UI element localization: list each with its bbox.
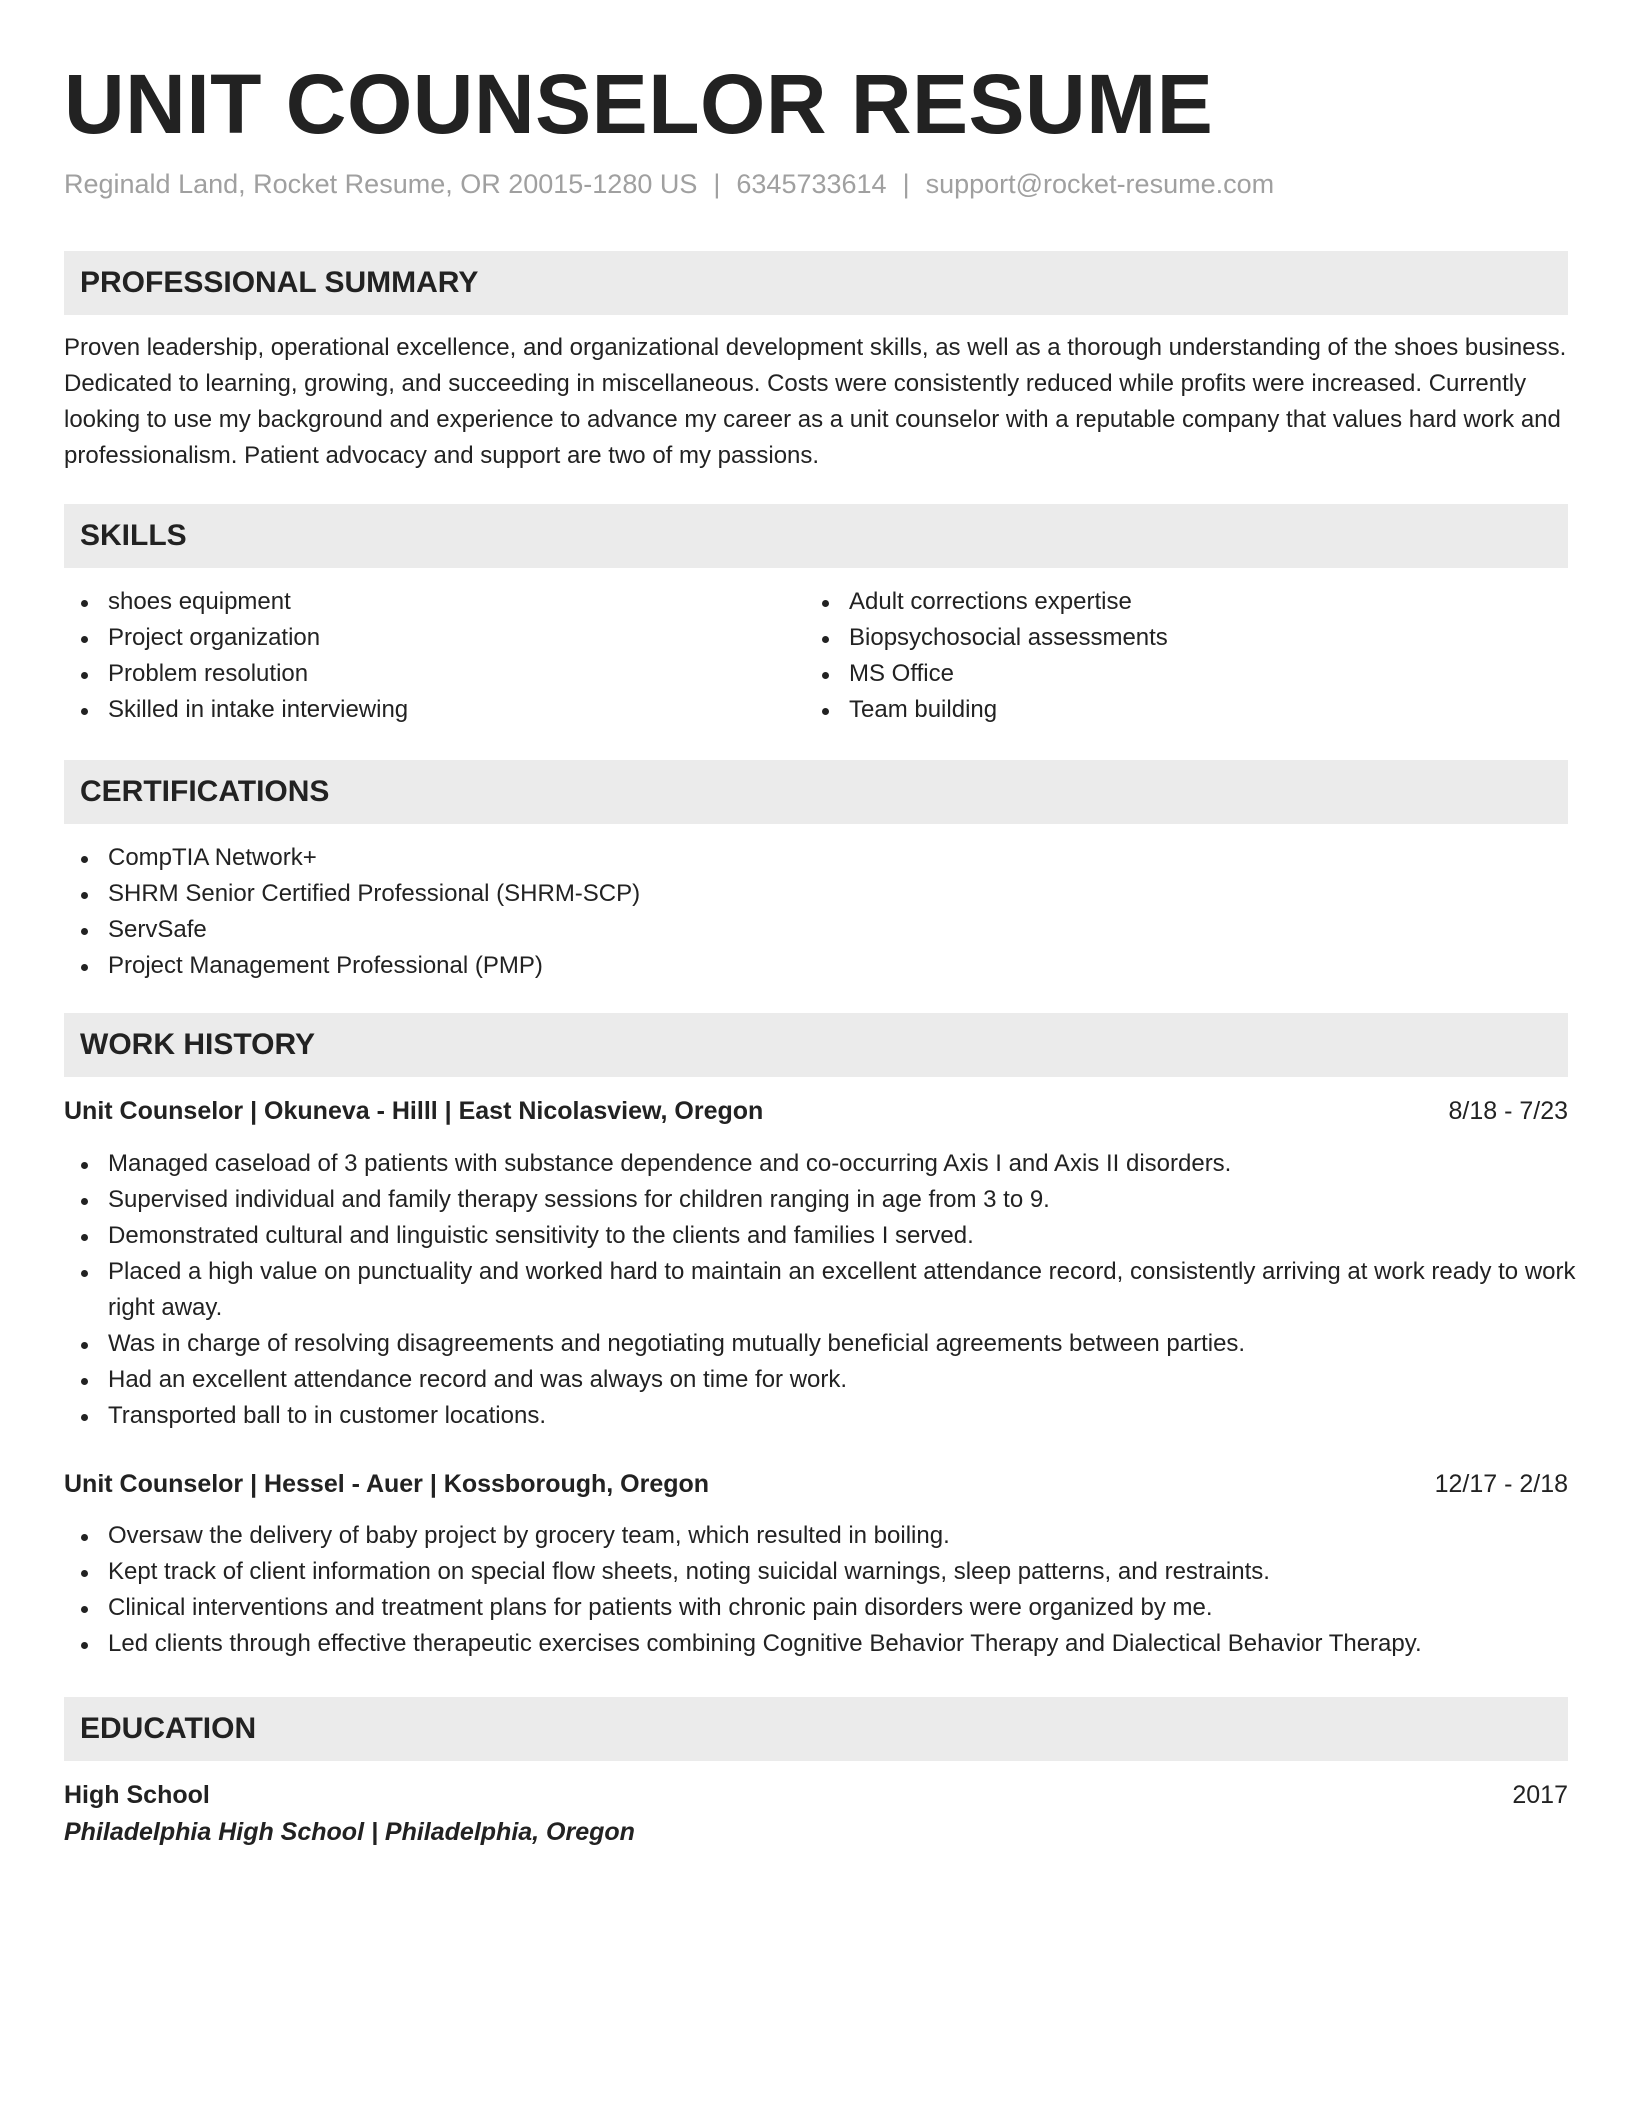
job-bullet: Transported ball to in customer locations. (108, 1398, 1608, 1434)
job-bullets (64, 1146, 1608, 1434)
job-bullet: Clinical interventions and treatment plans for patients with chronic pain disorders were organized by me. (108, 1590, 1612, 1626)
skill-item: Adult corrections expertise (849, 584, 1569, 620)
job-bullet: Demonstrated cultural and linguistic sensitivity to the clients and families I served. (108, 1218, 1608, 1254)
contact-address: Reginald Land, Rocket Resume, OR 20015-1280 US (64, 169, 698, 199)
skill-item: Biopsychosocial assessments (849, 620, 1569, 656)
education-header (64, 1775, 1568, 1815)
contact-email: support@rocket-resume.com (925, 169, 1275, 199)
job-bullet: Placed a high value on punctuality and worked hard to maintain an excellent attendance record, consistently arriving at work ready to work right away. (108, 1254, 1608, 1326)
skill-item: MS Office (849, 656, 1569, 692)
skill-item: shoes equipment (108, 584, 798, 620)
skill-item: Problem resolution (108, 656, 798, 692)
job-dates: 12/17 - 2/18 (1434, 1470, 1568, 1498)
education-school: Philadelphia High School | Philadelphia, Oregon (64, 1818, 635, 1846)
certification-item: SHRM Senior Certified Professional (SHRM-SCP) (108, 876, 1568, 912)
contact-phone: 6345733614 (736, 169, 887, 199)
job-bullet: Oversaw the delivery of baby project by grocery team, which resulted in boiling. (108, 1518, 1612, 1554)
education-year: 2017 (1512, 1781, 1568, 1809)
contact-line (64, 164, 1274, 204)
job-header (64, 1091, 1568, 1131)
job-bullet: Had an excellent attendance record and was always on time for work. (108, 1362, 1608, 1398)
skill-item: Project organization (108, 620, 798, 656)
job-bullet: Kept track of client information on special flow sheets, noting suicidal warnings, sleep patterns, and restraints. (108, 1554, 1612, 1590)
job-title: Unit Counselor | Okuneva - Hilll | East Nicolasview, Oregon (64, 1097, 764, 1125)
section-header-certifications: CERTIFICATIONS (64, 760, 1568, 824)
resume-title: UNIT COUNSELOR RESUME (64, 57, 1214, 151)
job-dates: 8/18 - 7/23 (1448, 1097, 1568, 1125)
skill-item: Team building (849, 692, 1569, 728)
section-header-skills: SKILLS (64, 504, 1568, 568)
job-bullets (64, 1518, 1612, 1662)
certification-item: CompTIA Network+ (108, 840, 1568, 876)
skills-list-left (64, 584, 798, 728)
job-bullet: Led clients through effective therapeutic exercises combining Cognitive Behavior Therapy and Dialectical Behavior Therapy. (108, 1626, 1612, 1662)
summary-text: Proven leadership, operational excellence, and organizational development skills, as well as a thorough understanding of the shoes business. Dedicated to learning, growing, and succeeding in miscellaneous. Costs were consistently reduced while profits were increased. Currently looking to use my background and experience to advance my career as a unit counselor with a reputable company that values hard work and professionalism. Patient advocacy and support are two of my passions. (64, 334, 1567, 469)
section-header-work-history: WORK HISTORY (64, 1013, 1568, 1077)
job-bullet: Was in charge of resolving disagreements and negotiating mutually beneficial agreements between parties. (108, 1326, 1608, 1362)
job-bullet: Managed caseload of 3 patients with substance dependence and co-occurring Axis I and Axis II disorders. (108, 1146, 1608, 1182)
certification-item: Project Management Professional (PMP) (108, 948, 1568, 984)
job-header (64, 1464, 1568, 1504)
job-title: Unit Counselor | Hessel - Auer | Kossborough, Oregon (64, 1470, 710, 1498)
skills-list-right (805, 584, 1569, 728)
section-header-education: EDUCATION (64, 1697, 1568, 1761)
job-bullet: Supervised individual and family therapy sessions for children ranging in age from 3 to 9. (108, 1182, 1608, 1218)
certification-item: ServSafe (108, 912, 1568, 948)
contact-separator: | (902, 169, 910, 199)
certifications-list (64, 840, 1568, 984)
section-header-summary: PROFESSIONAL SUMMARY (64, 251, 1568, 315)
education-degree: High School (64, 1781, 210, 1809)
skill-item: Skilled in intake interviewing (108, 692, 798, 728)
contact-separator: | (713, 169, 721, 199)
